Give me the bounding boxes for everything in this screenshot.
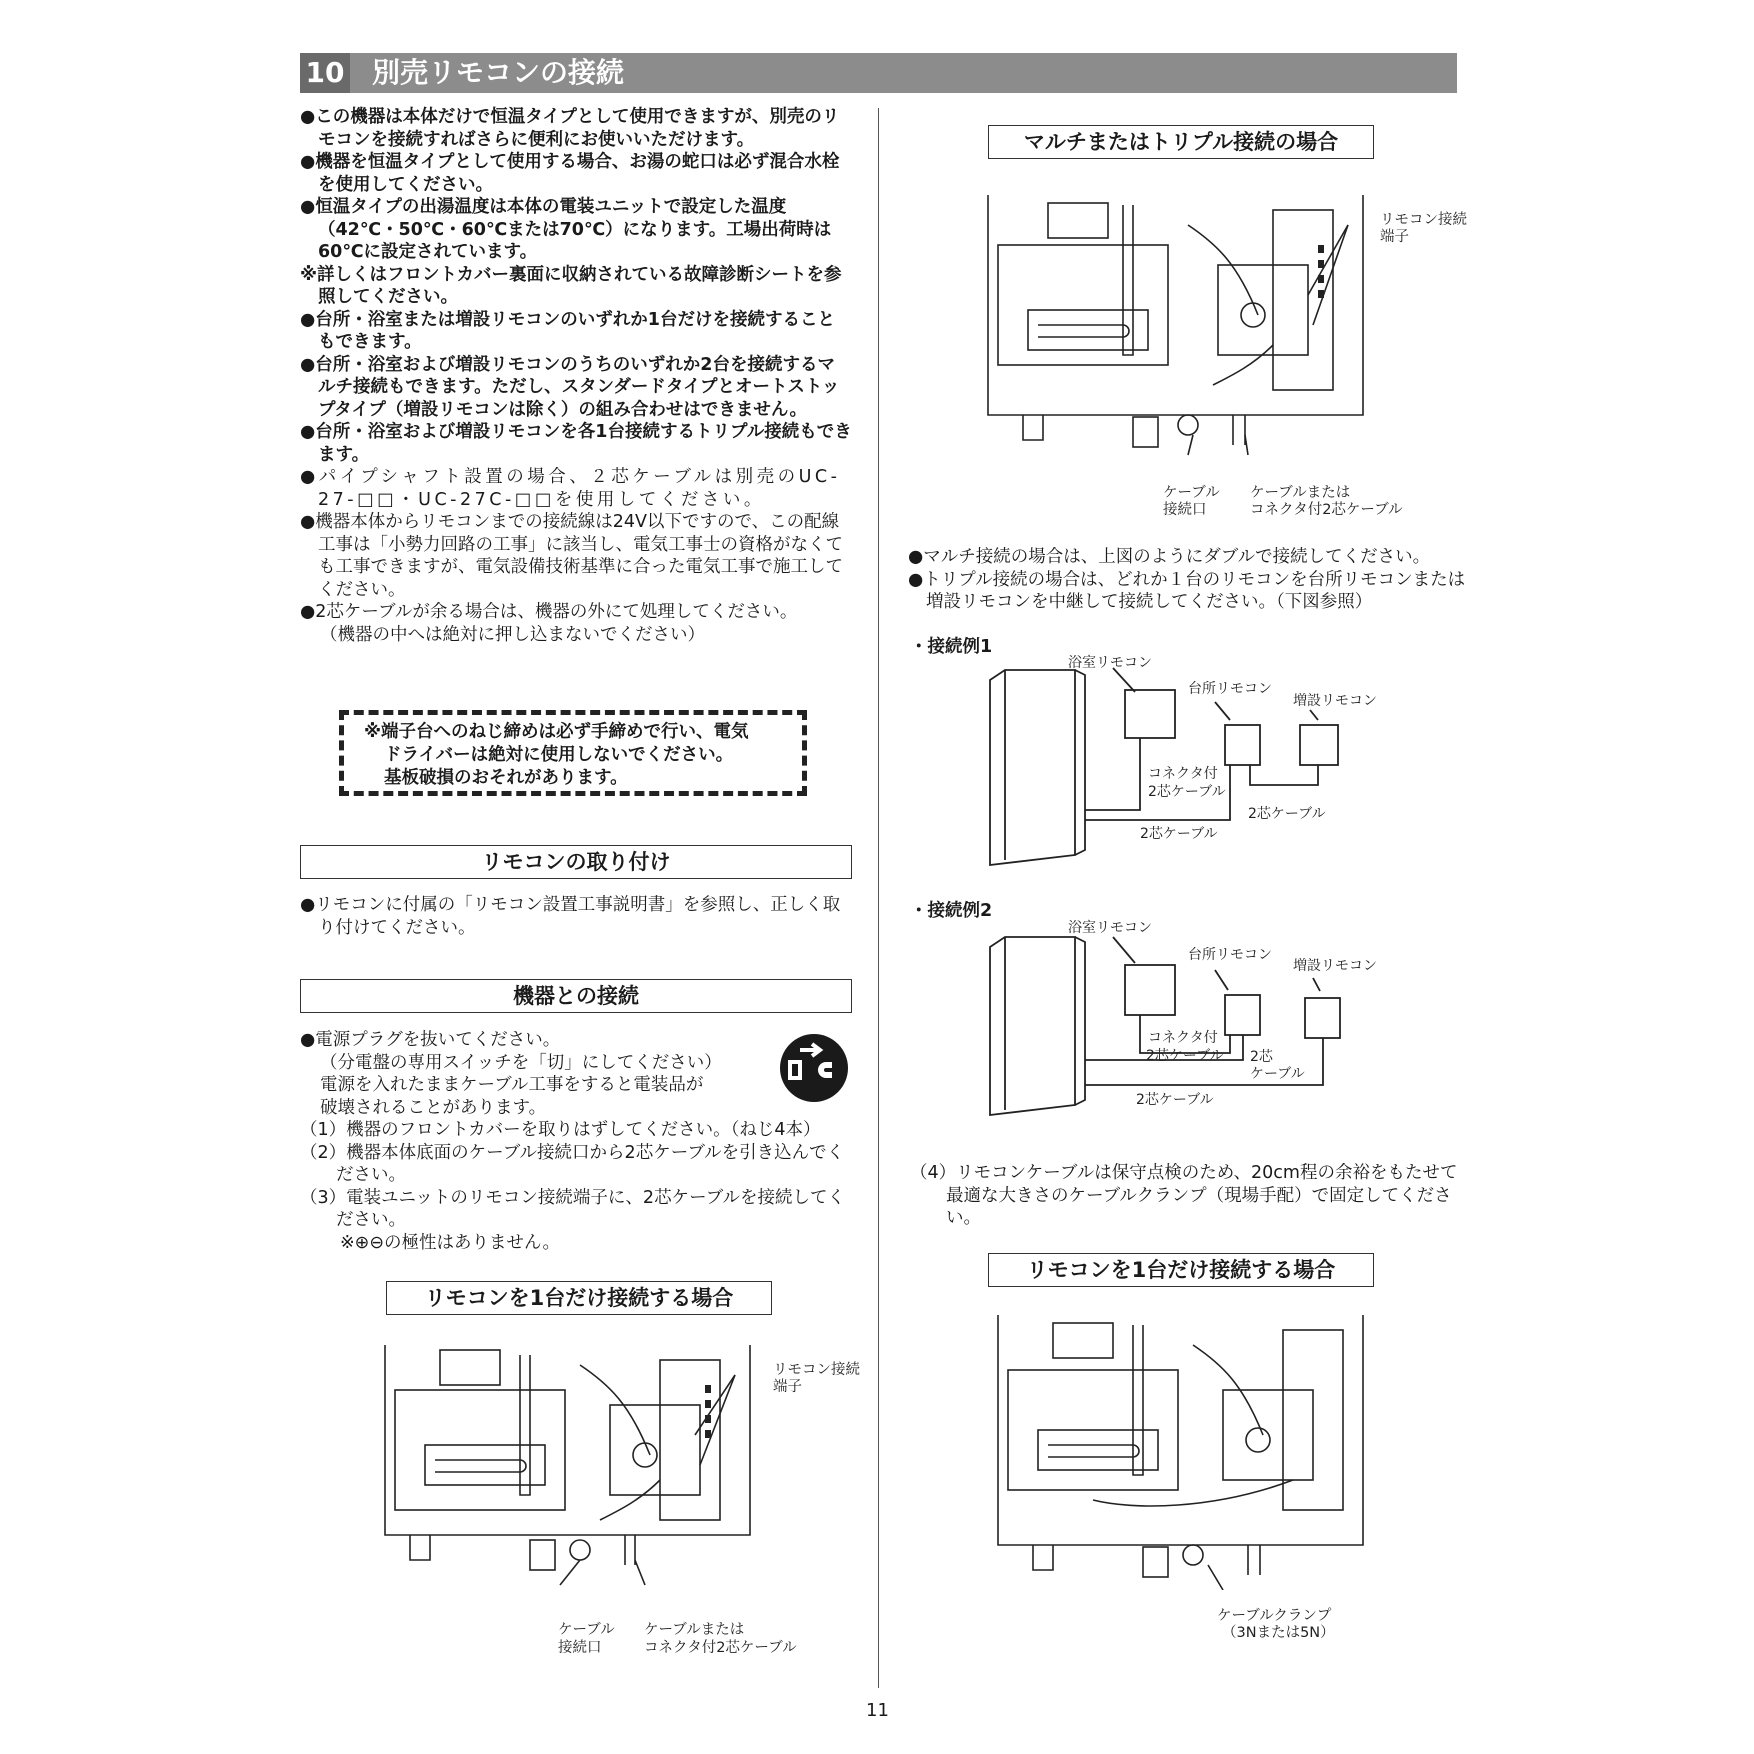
connector-cable-label: コネクタ付 (1148, 766, 1218, 782)
connect-line: （分電盤の専用スイッチを「切」にしてください） (320, 1052, 722, 1073)
intro-item: ●機器本体からリモコンまでの接続線は24V以下ですので、この配線工事は「小勢力回路の工事」に該当し、電気工事士の資格がなくても工事できますが、電気設備技術基準に合った電気工事で施工してください。 (300, 512, 843, 600)
connect-text (300, 1029, 852, 1254)
section-number: 10 (300, 53, 350, 93)
intro-item: ●恒温タイプの出湯温度は本体の電装ユニットで設定した温度（42℃・50℃・60℃または70℃）になります。工場出荷時は60℃に設定されています。 (300, 197, 832, 262)
clamp-label: （3Nまたは5N） (1222, 1625, 1335, 1641)
multi-connection-diagram (983, 195, 1368, 460)
port-label: ケーブル (1163, 485, 1220, 501)
port-label: 接続口 (1163, 502, 1207, 518)
cable-label: ケーブルまたは (644, 1622, 745, 1638)
intro-item: ●台所・浴室または増設リモコンのいずれか1台だけを接続することもできます。 (300, 309, 835, 352)
warning-line: ※端子台へのねじ締めは必ず手締めで行い、電気 (364, 722, 749, 742)
connect-line: 電源を入れたままケーブル工事をすると電装品が (320, 1075, 704, 1095)
intro-item: ●パイプシャフト設置の場合、２芯ケーブルは別売のUC-27-□□・UC-27C-□□を使用してください。 (300, 467, 841, 510)
cable-label: 2芯ケーブル (1136, 1092, 1214, 1108)
multi-heading: マルチまたはトリプル接続の場合 (988, 125, 1374, 159)
intro-item: ●この機器は本体だけで恒温タイプとして使用できますが、別売のリモコンを接続すればさらに便利にお使いいただけます。 (300, 107, 840, 150)
terminal-label: リモコン接続 (1380, 212, 1467, 228)
cable-label: 2芯ケーブル (1140, 826, 1218, 842)
multi-instruction: ●マルチ接続の場合は、上図のようにダブルで接続してください。 (908, 547, 1431, 567)
connector-cable-label: 2芯ケーブル (1146, 1048, 1224, 1064)
terminal-label: リモコン接続 (773, 1362, 860, 1378)
cable-label: ケーブル (1250, 1066, 1305, 1082)
intro-item: ※詳しくはフロントカバー裏面に収納されている故障診断シートを参照してください。 (300, 264, 842, 307)
kitchen-remote-label: 台所リモコン (1188, 681, 1272, 697)
cable-label: コネクタ付2芯ケーブル (644, 1640, 797, 1656)
multi-instruction: ●トリプル接続の場合は、どれか１台のリモコンを台所リモコンまたは増設リモコンを中継して接続してください。（下図参照） (908, 569, 1466, 612)
intro-item: ●機器を恒温タイプとして使用する場合、お湯の蛇口は必ず混合水栓を使用してください。 (300, 152, 840, 195)
intro-item: ●台所・浴室および増設リモコンを各1台接続するトリプル接続もできます。 (300, 422, 852, 465)
connect-step: （2）機器本体底面のケーブル接続口から2芯ケーブルを引き込んでください。 (300, 1142, 845, 1185)
single-heading-right: リモコンを1台だけ接続する場合 (988, 1253, 1374, 1287)
example1-label: ・接続例1 (910, 637, 993, 657)
extra-remote-label: 増設リモコン (1293, 958, 1377, 974)
port-label: ケーブル (558, 1622, 615, 1638)
terminal-label: 端子 (1380, 229, 1409, 245)
intro-item: ●台所・浴室および増設リモコンのうちのいずれか2台を接続するマルチ接続もできます。ただし、スタンダードタイプとオートストップタイプ（増設リモコンは除く）の組み合わせはできません。 (300, 354, 840, 420)
mount-instruction: ●リモコンに付属の「リモコン設置工事説明書」を参照し、正しく取り付けてください。 (300, 895, 841, 938)
intro-item: （機器の中へは絶対に押し込まないでください） (320, 624, 705, 645)
connect-step: （1）機器のフロントカバーを取りはずしてください。（ねじ4本） (300, 1120, 821, 1140)
bath-remote-label: 浴室リモコン (1068, 920, 1152, 936)
warning-box (339, 710, 807, 796)
page-number: 11 (866, 1700, 889, 1721)
mount-text (300, 894, 852, 939)
terminal-label: 端子 (773, 1379, 802, 1395)
section-title: 別売リモコンの接続 (372, 56, 625, 89)
multi-text (908, 546, 1468, 614)
intro-item: ●2芯ケーブルが余る場合は、機器の外にて処理してください。 (300, 602, 798, 622)
connect-heading: 機器との接続 (300, 979, 852, 1013)
connect-line: 破壊されることがあります。 (320, 1097, 547, 1118)
mount-heading: リモコンの取り付け (300, 845, 852, 879)
connector-cable-label: 2芯ケーブル (1148, 784, 1226, 800)
connect-step: （3）電装ユニットのリモコン接続端子に、2芯ケーブルを接続してください。 (300, 1187, 845, 1230)
single-heading-left: リモコンを1台だけ接続する場合 (386, 1281, 772, 1315)
step4-instruction: （4）リモコンケーブルは保守点検のため、20cm程の余裕をもたせて最適な大きさのケーブルクランプ（現場手配）で固定してください。 (910, 1163, 1458, 1228)
example2-label: ・接続例2 (910, 901, 993, 921)
intro-text (300, 106, 852, 646)
cable-label: 2芯 (1250, 1049, 1273, 1065)
clamp-diagram (993, 1315, 1368, 1590)
connector-cable-label: コネクタ付 (1148, 1030, 1218, 1046)
cable-label: 2芯ケーブル (1248, 806, 1326, 822)
kitchen-remote-label: 台所リモコン (1188, 947, 1272, 963)
bath-remote-label: 浴室リモコン (1068, 655, 1152, 671)
unplug-icon (778, 1032, 850, 1104)
cable-label: ケーブルまたは (1250, 485, 1351, 501)
warning-line: ドライバーは絶対に使用しないでください。 (384, 745, 734, 765)
warning-line: 基板破損のおそれがあります。 (384, 768, 628, 788)
port-label: 接続口 (558, 1640, 602, 1656)
connect-line: ●電源プラグを抜いてください。 (300, 1030, 561, 1050)
step4-text (910, 1162, 1470, 1230)
clamp-label: ケーブルクランプ (1217, 1608, 1332, 1624)
single-connection-diagram (380, 1345, 770, 1615)
cable-label: コネクタ付2芯ケーブル (1250, 502, 1403, 518)
column-divider (878, 108, 879, 1688)
extra-remote-label: 増設リモコン (1293, 693, 1377, 709)
connect-note: ※⊕⊖の極性はありません。 (340, 1232, 561, 1253)
